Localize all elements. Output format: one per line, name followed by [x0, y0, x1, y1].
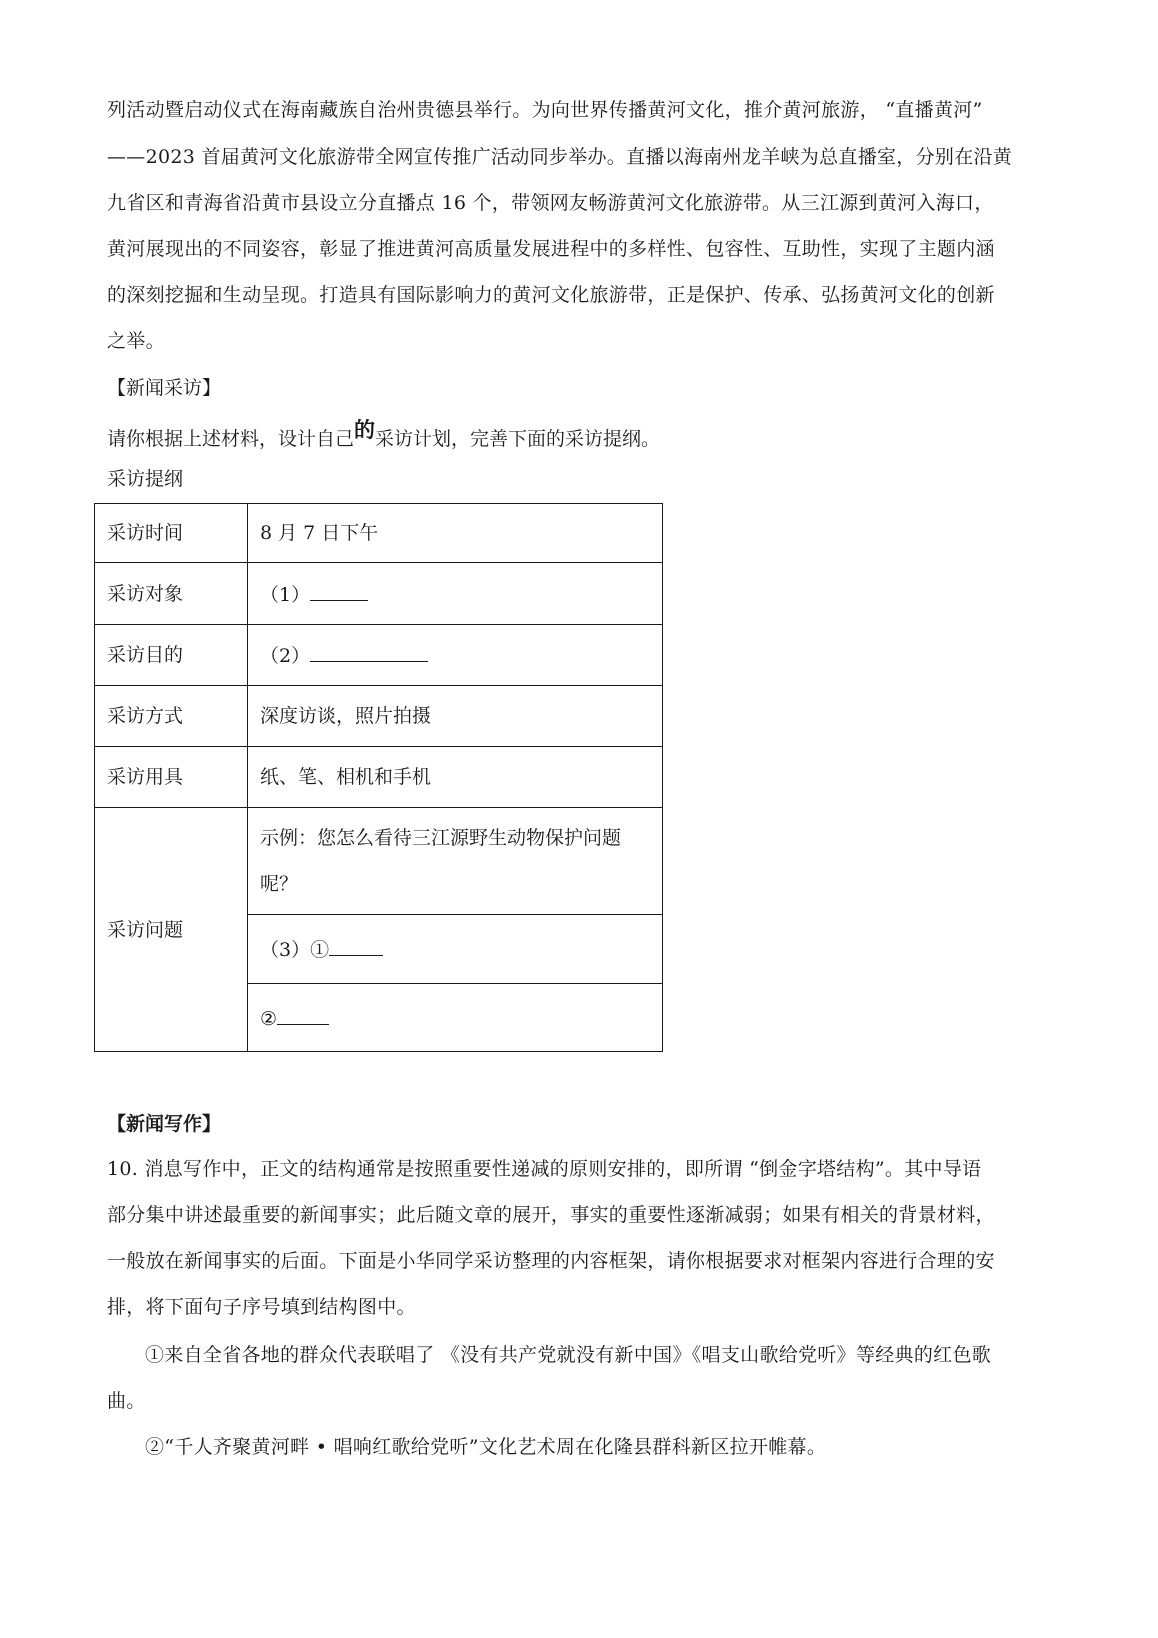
interview-outline-table	[94, 503, 663, 1052]
intro-line-2: ——2023 首届黄河文化旅游带全网宣传推广活动同步举办。直播以海南州龙羊峡为总直播室，分别在沿黄	[107, 146, 1013, 168]
table-row	[95, 686, 663, 747]
outline-title: 采访提纲	[107, 468, 184, 490]
example-cell	[248, 808, 663, 915]
table-row	[95, 625, 663, 686]
purpose-prefix: （2）	[260, 645, 311, 667]
item-1-line-2: 曲。	[107, 1390, 146, 1412]
q10-line-1: 10. 消息写作中，正文的结构通常是按照重要性递减的原则安排的，即所谓 “倒金字塔结构”。其中导语	[107, 1158, 982, 1180]
intro-line-3: 九省区和青海省沿黄市县设立分直播点 16 个，带领网友畅游黄河文化旅游带。从三江源到黄河入海口，	[107, 192, 994, 214]
question-2-prefix: ②	[260, 1007, 278, 1030]
tools-value: 纸、笔、相机和手机	[248, 747, 663, 808]
intro-line-4: 黄河展现出的不同姿容，彰显了推进黄河高质量发展进程中的多样性、包容性、互助性，实现了主题内涵	[107, 238, 995, 260]
purpose-cell	[248, 625, 663, 686]
question-2-cell	[248, 984, 663, 1052]
method-value: 深度访谈，照片拍摄	[248, 686, 663, 747]
intro-line-5: 的深刻挖掘和生动呈现。打造具有国际影响力的黄河文化旅游带，正是保护、传承、弘扬黄河文化的创新	[107, 284, 995, 306]
target-label: 采访对象	[95, 563, 248, 625]
q10-line-3: 一般放在新闻事实的后面。下面是小华同学采访整理的内容框架，请你根据要求对框架内容进行合理的安	[107, 1250, 995, 1272]
prompt-de: 的	[354, 417, 376, 442]
table-row	[95, 504, 663, 563]
writing-heading: 【新闻写作】	[107, 1113, 222, 1135]
method-label: 采访方式	[95, 686, 248, 747]
table-row	[95, 808, 663, 915]
q10-line-4: 排，将下面句子序号填到结构图中。	[107, 1296, 416, 1318]
questions-label: 采访问题	[95, 808, 248, 1052]
intro-line-1: 列活动暨启动仪式在海南藏族自治州贵德县举行。为向世界传播黄河文化，推介黄河旅游， “直播黄河”	[107, 99, 983, 121]
target-blank[interactable]	[310, 580, 368, 601]
purpose-blank[interactable]	[310, 641, 428, 662]
prompt-after: 采访计划，完善下面的采访提纲。	[375, 428, 661, 450]
prompt-before: 请你根据上述材料，设计自己	[107, 428, 355, 450]
target-prefix: （1）	[260, 583, 311, 606]
question-1-blank[interactable]	[329, 935, 383, 956]
question-2-blank[interactable]	[277, 1004, 329, 1025]
example-line-1: 示例：您怎么看待三江源野生动物保护问题	[260, 827, 622, 849]
tools-label: 采访用具	[95, 747, 248, 808]
table-row	[95, 563, 663, 625]
table-row	[95, 747, 663, 808]
purpose-label: 采访目的	[95, 625, 248, 686]
item-1-line-1: ①来自全省各地的群众代表联唱了 《没有共产党就没有新中国》《唱支山歌给党听》等经典的红色歌	[145, 1344, 992, 1366]
intro-line-6: 之举。	[107, 330, 165, 352]
q10-line-2: 部分集中讲述最重要的新闻事实；此后随文章的展开，事实的重要性逐渐减弱；如果有相关的背景材料，	[107, 1204, 995, 1226]
example-line-2: 呢？	[260, 873, 299, 895]
time-label: 采访时间	[95, 504, 248, 563]
question-1-prefix: （3）①	[260, 939, 330, 961]
item-2: ②“千人齐聚黄河畔 • 唱响红歌给党听”文化艺术周在化隆县群科新区拉开帷幕。	[145, 1436, 827, 1458]
target-cell	[248, 563, 663, 625]
interview-heading: 【新闻采访】	[107, 377, 222, 399]
question-1-cell	[248, 915, 663, 984]
time-value: 8 月 7 日下午	[248, 504, 663, 563]
interview-prompt	[107, 417, 661, 452]
